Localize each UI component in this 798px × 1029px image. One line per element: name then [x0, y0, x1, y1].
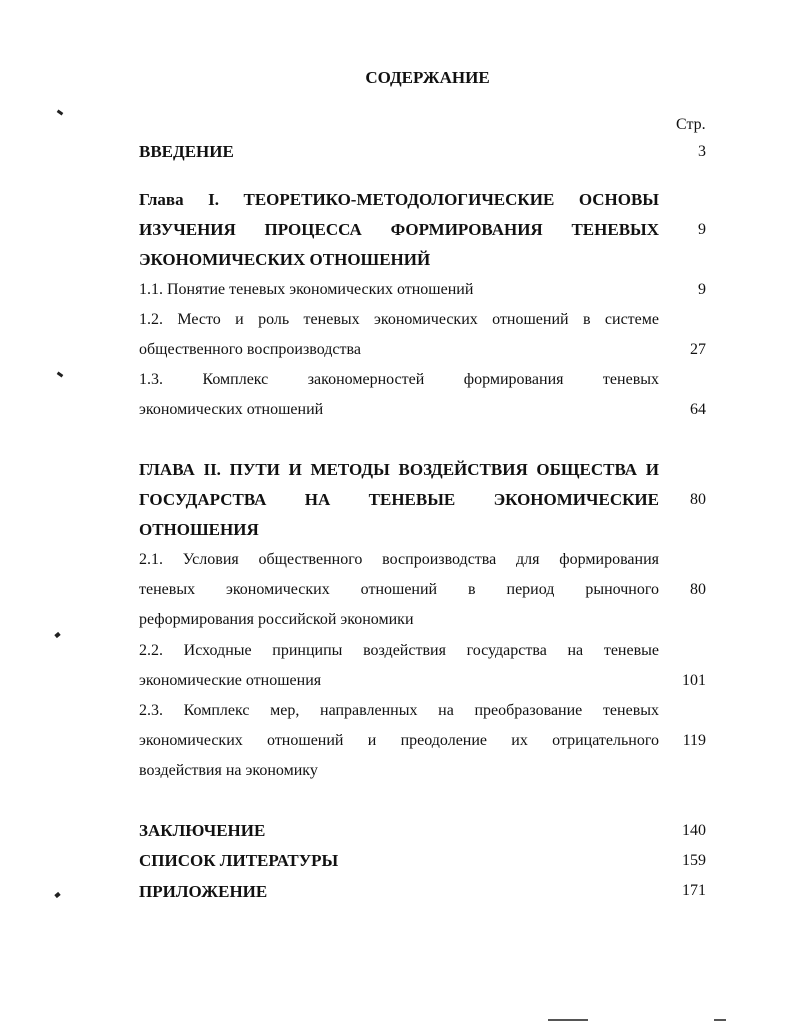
page-number-bibliography: 159	[682, 852, 706, 869]
toc-chapter-2-line-2: ГОСУДАРСТВА НА ТЕНЕВЫЕ ЭКОНОМИЧЕСКИЕ	[139, 490, 659, 509]
scan-speck	[57, 372, 64, 378]
page-number-conclusion: 140	[682, 822, 706, 839]
toc-chapter-1-line-1: Глава I. ТЕОРЕТИКО-МЕТОДОЛОГИЧЕСКИЕ ОСНОВЫ	[139, 190, 659, 209]
toc-section-2-1-line-3: реформирования российской экономики	[139, 611, 414, 628]
toc-section-1-3-line-2: экономических отношений	[139, 401, 324, 418]
toc-chapter-2-line-1: ГЛАВА II. ПУТИ И МЕТОДЫ ВОЗДЕЙСТВИЯ ОБЩЕСТВА И	[139, 460, 659, 479]
toc-section-1-3-line-1: 1.3. Комплекс закономерностей формирования теневых	[139, 371, 659, 388]
page-column-header: Стр.	[676, 116, 706, 133]
toc-chapter-1-line-3: ЭКОНОМИЧЕСКИХ ОТНОШЕНИЙ	[139, 250, 431, 269]
page-title: СОДЕРЖАНИЕ	[365, 68, 490, 87]
page-number-chapter-1: 9	[698, 221, 706, 238]
toc-entry-introduction: ВВЕДЕНИЕ	[139, 142, 234, 161]
toc-section-1-2-line-1: 1.2. Место и роль теневых экономических отношений в системе	[139, 311, 659, 328]
scan-smudge	[714, 1019, 726, 1021]
toc-entry-bibliography: СПИСОК ЛИТЕРАТУРЫ	[139, 851, 339, 870]
page-number-section-1-1: 9	[698, 281, 706, 298]
toc-entry-conclusion: ЗАКЛЮЧЕНИЕ	[139, 821, 266, 840]
scan-speck	[57, 110, 64, 116]
page-number-section-2-1: 80	[690, 581, 706, 598]
toc-section-2-3-line-1: 2.3. Комплекс мер, направленных на преобразование теневых	[139, 702, 659, 719]
toc-section-1-2-line-2: общественного воспроизводства	[139, 341, 361, 358]
toc-section-2-1-line-2: теневых экономических отношений в период рыночного	[139, 581, 659, 598]
page-number-introduction: 3	[698, 143, 706, 160]
toc-section-2-2-line-1: 2.2. Исходные принципы воздействия государства на теневые	[139, 642, 659, 659]
page-number-section-1-3: 64	[690, 401, 706, 418]
toc-section-2-3-line-2: экономических отношений и преодоление их отрицательного	[139, 732, 659, 749]
page-number-section-1-2: 27	[690, 341, 706, 358]
page-number-section-2-2: 101	[682, 672, 706, 689]
toc-chapter-2-line-3: ОТНОШЕНИЯ	[139, 520, 259, 539]
toc-section-2-3-line-3: воздействия на экономику	[139, 762, 318, 779]
toc-section-1-1: 1.1. Понятие теневых экономических отношений	[139, 281, 474, 298]
toc-entry-appendix: ПРИЛОЖЕНИЕ	[139, 882, 268, 901]
toc-section-2-1-line-1: 2.1. Условия общественного воспроизводства для формирования	[139, 551, 659, 568]
page-number-section-2-3: 119	[682, 732, 706, 749]
scan-speck	[54, 632, 60, 638]
toc-section-2-2-line-2: экономические отношения	[139, 672, 322, 689]
scan-speck	[54, 892, 60, 898]
page-number-appendix: 171	[682, 882, 706, 899]
toc-chapter-1-line-2: ИЗУЧЕНИЯ ПРОЦЕССА ФОРМИРОВАНИЯ ТЕНЕВЫХ	[139, 220, 659, 239]
scan-smudge	[548, 1019, 588, 1021]
page-number-chapter-2: 80	[690, 491, 706, 508]
